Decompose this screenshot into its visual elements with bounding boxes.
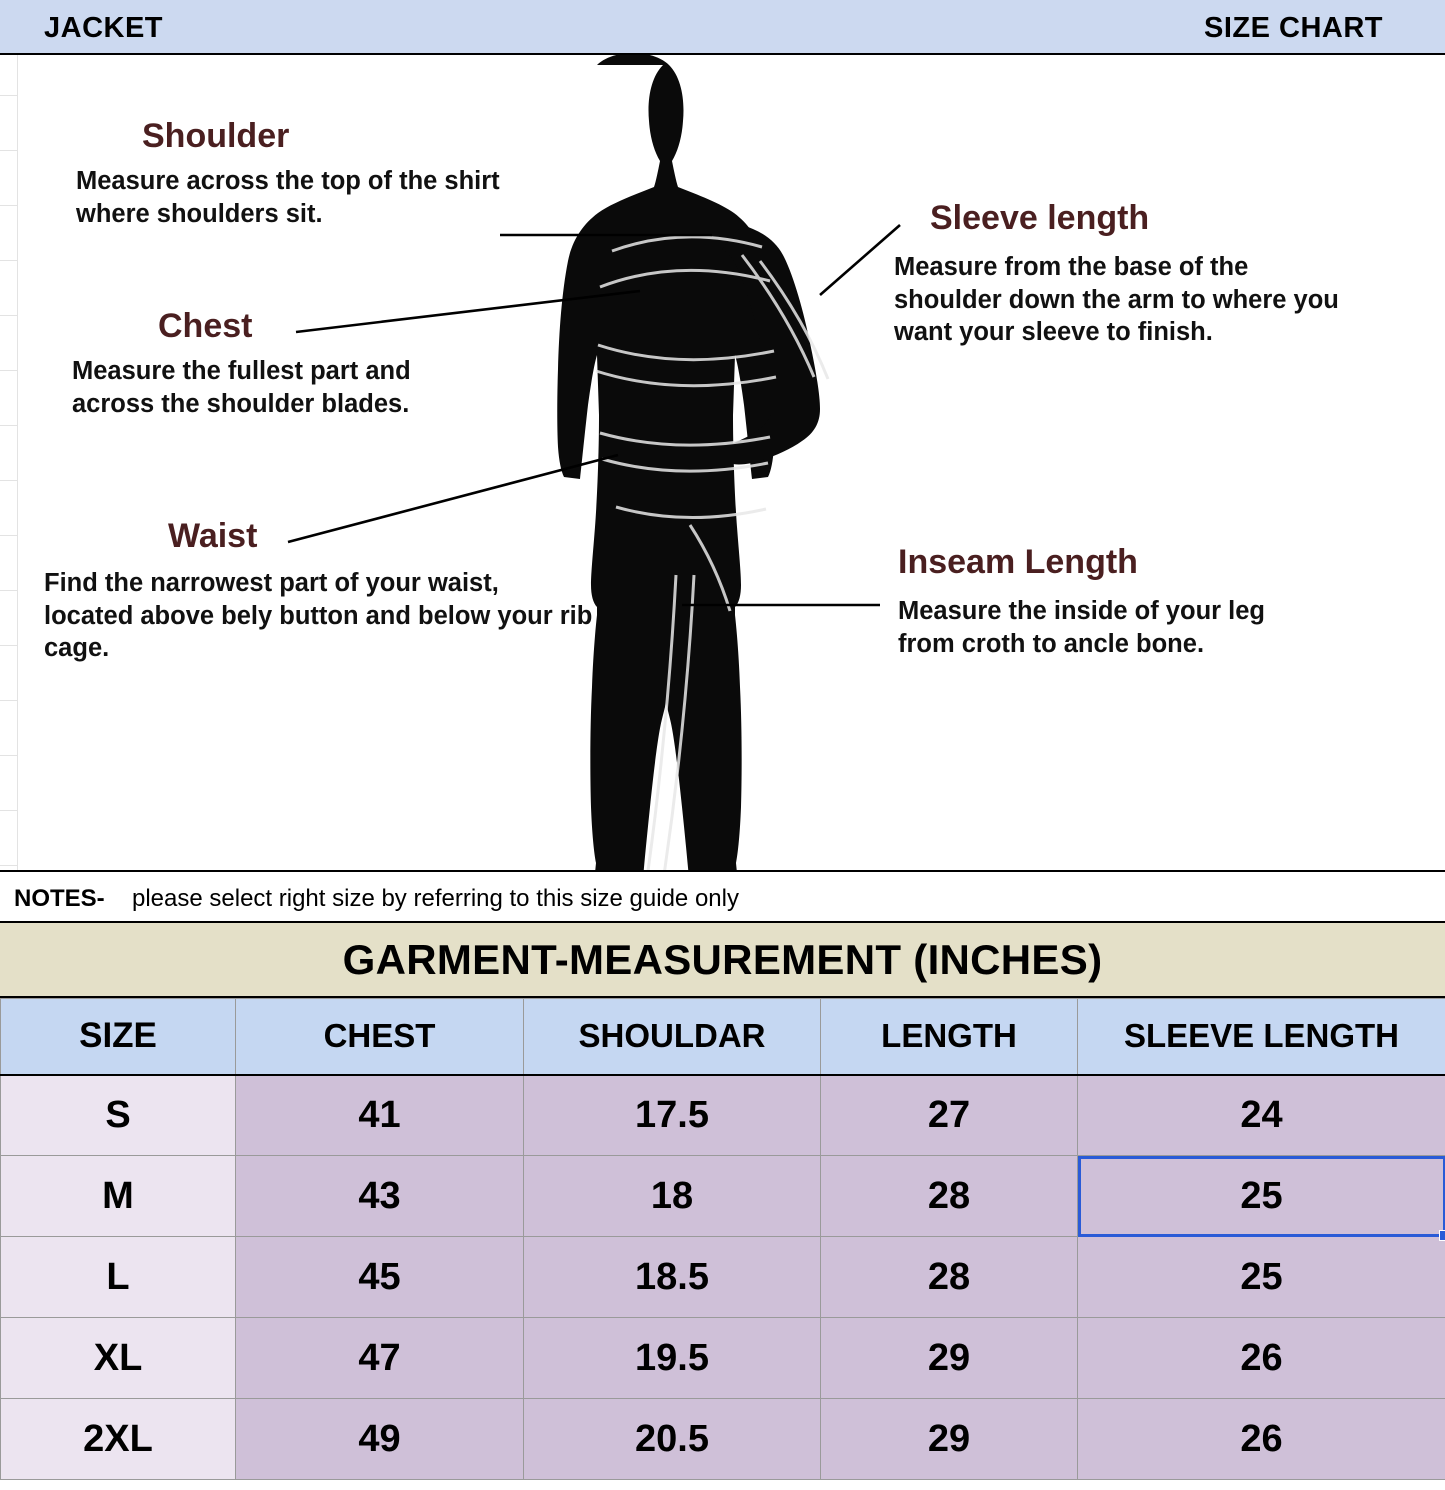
- cell-chest[interactable]: 49: [236, 1399, 524, 1480]
- notes-label: NOTES-: [14, 885, 105, 912]
- cell-sleeve-length[interactable]: 26: [1078, 1318, 1445, 1399]
- table-row: [1, 1075, 1445, 1156]
- cell-chest[interactable]: 43: [236, 1156, 524, 1237]
- cell-shoulder[interactable]: 20.5: [524, 1399, 821, 1480]
- cell-shoulder[interactable]: 19.5: [524, 1318, 821, 1399]
- table-row: [1, 1156, 1445, 1237]
- cell-shoulder[interactable]: 18.5: [524, 1237, 821, 1318]
- cell-sleeve-length[interactable]: 26: [1078, 1399, 1445, 1480]
- cell-length[interactable]: 28: [821, 1156, 1078, 1237]
- notes-text: please select right size by referring to this size guide only: [132, 885, 739, 912]
- shoulder-text: Measure across the top of the shirt where shoulders sit.: [76, 167, 500, 228]
- cell-shoulder[interactable]: 17.5: [524, 1075, 821, 1156]
- header-right-label: SIZE CHART: [1204, 12, 1383, 44]
- chest-text: Measure the fullest part and across the shoulder blades.: [72, 357, 411, 418]
- cell-sleeve-length-selected[interactable]: 25: [1078, 1156, 1445, 1237]
- col-header-length: LENGTH: [821, 999, 1078, 1075]
- cell-length[interactable]: 28: [821, 1237, 1078, 1318]
- col-header-chest: CHEST: [236, 999, 524, 1075]
- size-table: [0, 998, 1445, 1480]
- inseam-text: Measure the inside of your leg from croth to ancle bone.: [898, 597, 1265, 658]
- waist-title: Waist: [168, 517, 258, 555]
- chest-title: Chest: [158, 307, 253, 345]
- header-band: [0, 0, 1445, 55]
- cell-sleeve-length[interactable]: 25: [1078, 1237, 1445, 1318]
- cell-length[interactable]: 29: [821, 1318, 1078, 1399]
- cell-chest[interactable]: 47: [236, 1318, 524, 1399]
- table-row: [1, 1318, 1445, 1399]
- col-header-shoulder: SHOULDAR: [524, 999, 821, 1075]
- waist-text: Find the narrowest part of your waist, located above bely button and below your rib cage.: [44, 569, 593, 663]
- sleeve-title: Sleeve length: [930, 199, 1150, 237]
- cell-length[interactable]: 29: [821, 1399, 1078, 1480]
- table-row: [1, 1237, 1445, 1318]
- cell-size[interactable]: XL: [1, 1318, 236, 1399]
- table-row: [1, 1399, 1445, 1480]
- illustration-area: [0, 55, 1445, 870]
- col-header-sleeve-length: SLEEVE LENGTH: [1078, 999, 1445, 1075]
- cell-size[interactable]: S: [1, 1075, 236, 1156]
- cell-size[interactable]: L: [1, 1237, 236, 1318]
- header-left-label: JACKET: [44, 12, 164, 44]
- garment-measurement-title: GARMENT-MEASUREMENT (INCHES): [0, 923, 1445, 998]
- cell-sleeve-length[interactable]: 24: [1078, 1075, 1445, 1156]
- col-header-size: SIZE: [1, 999, 236, 1075]
- shoulder-title: Shoulder: [142, 117, 290, 155]
- cell-chest[interactable]: 45: [236, 1237, 524, 1318]
- notes-row: [0, 870, 1445, 923]
- cell-chest[interactable]: 41: [236, 1075, 524, 1156]
- cell-shoulder[interactable]: 18: [524, 1156, 821, 1237]
- inseam-title: Inseam Length: [898, 543, 1138, 581]
- sleeve-text: Measure from the base of the shoulder down the arm to where you want your sleeve to finish.: [894, 253, 1339, 347]
- cell-size[interactable]: 2XL: [1, 1399, 236, 1480]
- cell-size[interactable]: M: [1, 1156, 236, 1237]
- cell-length[interactable]: 27: [821, 1075, 1078, 1156]
- table-header-row: [1, 999, 1445, 1075]
